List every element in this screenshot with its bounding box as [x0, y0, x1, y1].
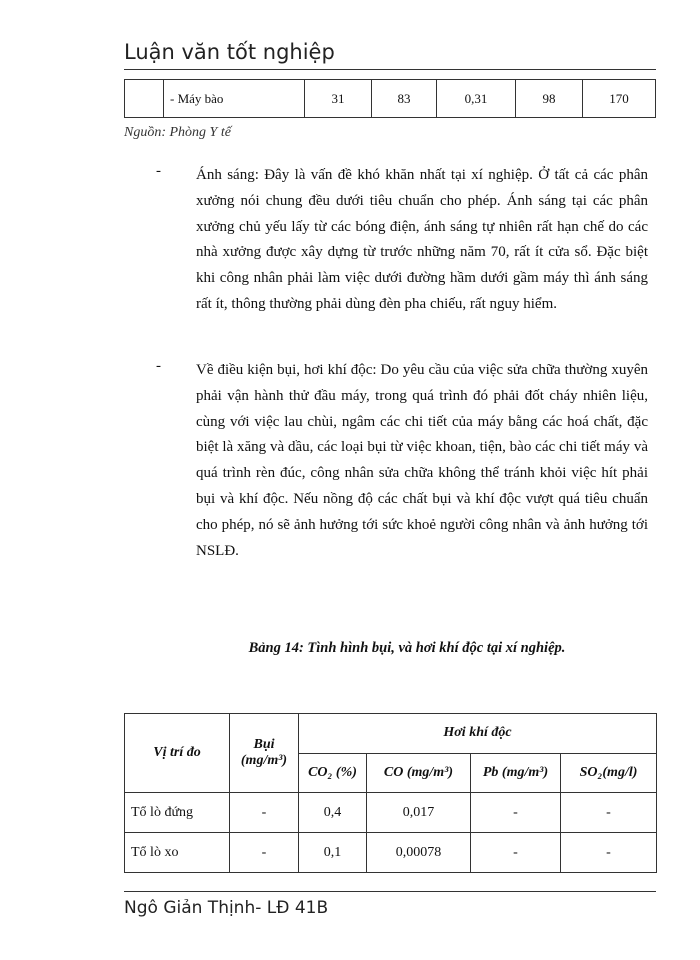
table-cell: [125, 80, 164, 118]
bullet-dash: -: [156, 163, 161, 179]
table-cell: 170: [583, 80, 656, 118]
source-note: Nguồn: Phòng Y tế: [124, 125, 231, 140]
header-rule: [124, 69, 656, 70]
table-cell: -: [230, 793, 299, 833]
header-pb: Pb (mg/m³): [471, 753, 561, 793]
table-cell: -: [230, 833, 299, 873]
table-cell: 0,31: [437, 80, 516, 118]
header-co: CO (mg/m³): [367, 753, 471, 793]
table-cell: 0,00078: [367, 833, 471, 873]
table-cell: 31: [305, 80, 372, 118]
header-gas: Hơi khí độc: [299, 714, 657, 754]
dust-gas-table: [124, 713, 657, 873]
table-cell: -: [471, 793, 561, 833]
header-dust: [230, 714, 299, 793]
header-position: Vị trí đo: [125, 714, 230, 793]
table-cell: -: [561, 833, 657, 873]
table-row: [125, 793, 657, 833]
header-dust-unit: (mg/m³): [240, 753, 288, 768]
page-header-title: Luận văn tốt nghiệp: [124, 40, 335, 64]
table-cell: Tổ lò đứng: [125, 793, 230, 833]
table-caption: Bảng 14: Tình hình bụi, và hơi khí độc tại xí nghiệp.: [248, 640, 566, 656]
table-header-row: [125, 714, 657, 754]
table-cell: - Máy bào: [164, 80, 305, 118]
paragraph-lighting: Ánh sáng: Đây là vấn đề khó khăn nhất tại xí nghiệp. Ở tất cả các phân xưởng nói chung đều dưới tiêu chuẩn cho phép. Ánh sáng tại các phân xưởng chủ yếu lấy từ các bóng điện, ánh sáng tự nhiên rất hạn chế do các nhà xưởng được xây dựng từ trước những năm 70, rất ít cửa sổ. Đặc biệt khi công nhân phải làm việc dưới đường hầm dưới gầm máy thì ánh sáng rất ít, thông thường phải dùng đèn pha chiếu, rất nguy hiểm.: [196, 167, 648, 312]
table-row: [125, 80, 656, 118]
header-co2: CO₂ (%): [299, 753, 367, 793]
table-cell: -: [561, 793, 657, 833]
table-row: [125, 833, 657, 873]
table-cell: Tổ lò xo: [125, 833, 230, 873]
table-cell: 0,017: [367, 793, 471, 833]
paragraph-dust: Về điều kiện bụi, hơi khí độc: Do yêu cầu của việc sửa chữa thường xuyên phải vận hành thử đầu máy, trong quá trình đó phải đốt cháy nhiên liệu, cùng với việc lau chùi, ngâm các chi tiết của máy bằng các hoá chất, đặc biệt là xăng và dầu, các loại bụi từ việc khoan, tiện, bào các chi tiết máy và quá trình rèn đúc, công nhân sửa chữa không thể tránh khỏi việc hít phải bụi và khí độc. Nếu nồng độ các chất bụi và khí độc vượt quá tiêu chuẩn cho phép, nó sẽ ảnh hưởng tới sức khoẻ người công nhân và ảnh hưởng tới NSLĐ.: [196, 362, 648, 559]
table-cell: 83: [372, 80, 437, 118]
bullet-dash: -: [156, 358, 161, 374]
table-cell: 0,4: [299, 793, 367, 833]
table-cell: 0,1: [299, 833, 367, 873]
table-cell: -: [471, 833, 561, 873]
header-so2: SO₂(mg/l): [561, 753, 657, 793]
header-dust-label: Bụi: [253, 737, 275, 752]
footer-rule: [124, 891, 656, 892]
table-cell: 98: [516, 80, 583, 118]
page-footer: Ngô Giản Thịnh- LĐ 41B: [124, 898, 329, 918]
continued-table: [124, 79, 656, 118]
